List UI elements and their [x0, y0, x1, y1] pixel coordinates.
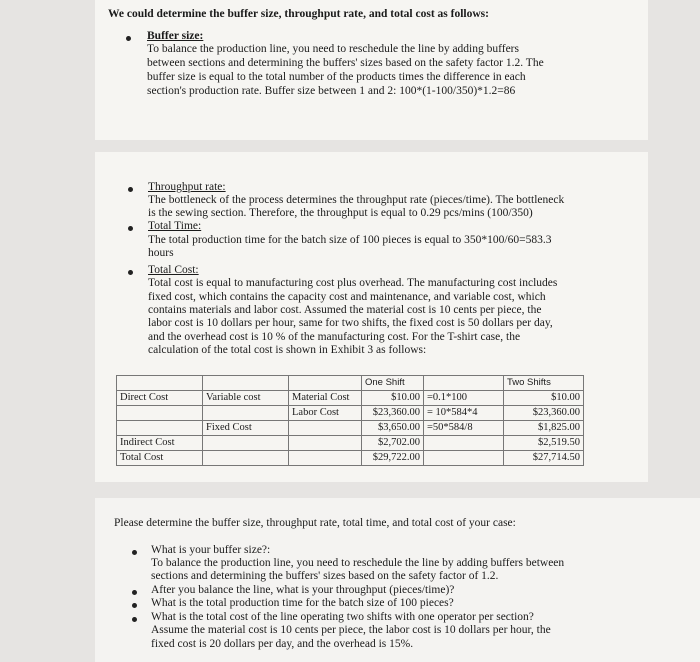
fixed-cost-label: Fixed Cost: [203, 421, 289, 436]
throughput-heading: Throughput rate:: [148, 181, 226, 193]
total-time-line: hours: [148, 247, 174, 259]
bullet: [126, 36, 131, 41]
bullet: [132, 550, 137, 555]
total-cost-heading: Total Cost:: [148, 264, 199, 276]
fixed-one-shift: $3,650.00: [362, 421, 424, 436]
total-cost-line: Total cost is equal to manufacturing cost plus overhead. The manufacturing cost includes: [148, 277, 558, 289]
total-cost-label: Total Cost: [117, 451, 203, 466]
material-two-shifts: $10.00: [504, 391, 584, 406]
buffer-line: between sections and determining the buffers' sizes based on the safety factor 1.2. The: [147, 57, 544, 69]
one-shift-header: One Shift: [362, 376, 424, 391]
question-prompt: Please determine the buffer size, throughput rate, total time, and total cost of your case:: [114, 517, 516, 529]
indirect-one-shift: $2,702.00: [362, 436, 424, 451]
table-row: [117, 436, 584, 451]
question-item: What is your buffer size?:: [151, 544, 271, 556]
indirect-two-shifts: $2,519.50: [504, 436, 584, 451]
table-row: [117, 406, 584, 421]
indirect-cost-label: Indirect Cost: [117, 436, 203, 451]
question-item: What is the total production time for the batch size of 100 pieces?: [151, 597, 454, 609]
intro-text: We could determine the buffer size, throughput rate, and total cost as follows:: [108, 8, 489, 20]
variable-cost-label: Variable cost: [203, 391, 289, 406]
labor-cost-label: Labor Cost: [289, 406, 362, 421]
labor-two-shifts: $23,360.00: [504, 406, 584, 421]
table-row: [117, 451, 584, 466]
total-cost-line: labor cost is 10 dollars per hour, same for two shifts, the fixed cost is 50 dollars per day,: [148, 317, 553, 329]
table-row: [117, 391, 584, 406]
buffer-line: buffer size is equal to the total number of the products times the difference in each: [147, 71, 526, 83]
total-two-shifts: $27,714.50: [504, 451, 584, 466]
direct-cost-label: Direct Cost: [117, 391, 203, 406]
buffer-line: To balance the production line, you need to reschedule the line by adding buffers: [147, 43, 519, 55]
material-one-shift: $10.00: [362, 391, 424, 406]
buffer-line: section's production rate. Buffer size between 1 and 2: 100*(1-100/350)*1.2=86: [147, 85, 516, 97]
bullet: [132, 603, 137, 608]
two-shifts-header: Two Shifts: [504, 376, 584, 391]
question-line: fixed cost is 20 dollars per day, and the overhead is 15%.: [151, 638, 414, 650]
total-time-line: The total production time for the batch size of 100 pieces is equal to 350*100/60=583.3: [148, 234, 552, 246]
bullet: [132, 617, 137, 622]
material-cost-label: Material Cost: [289, 391, 362, 406]
fixed-two-shifts: $1,825.00: [504, 421, 584, 436]
total-cost-line: contains materials and labor cost. Assumed the material cost is 10 cents per piece, the: [148, 304, 542, 316]
material-formula: =0.1*100: [424, 391, 504, 406]
table-row: [117, 421, 584, 436]
question-line: To balance the production line, you need to reschedule the line by adding buffers between: [151, 557, 565, 569]
table-row: [117, 376, 584, 391]
labor-one-shift: $23,360.00: [362, 406, 424, 421]
question-line: sections and determining the buffers' sizes based on the safety factor of 1.2.: [151, 570, 499, 582]
throughput-line: The bottleneck of the process determines the throughput rate (pieces/time). The bottleneck: [148, 194, 565, 206]
question-line: Assume the material cost is 10 cents per piece, the labor cost is 10 dollars per hour, the: [151, 624, 551, 636]
throughput-line: is the sewing section. Therefore, the throughput is equal to 0.29 pcs/mins (100/350): [148, 207, 533, 219]
labor-formula: = 10*584*4: [424, 406, 504, 421]
question-item: After you balance the line, what is your throughput (pieces/time)?: [151, 584, 455, 596]
total-time-heading: Total Time:: [148, 220, 202, 232]
buffer-heading: Buffer size:: [147, 30, 204, 42]
fixed-formula: =50*584/8: [424, 421, 504, 436]
total-one-shift: $29,722.00: [362, 451, 424, 466]
question-item: What is the total cost of the line operating two shifts with one operator per section?: [151, 611, 534, 623]
cost-table: [116, 375, 584, 466]
total-cost-line: and the overhead cost is 10 % of the manufacturing cost. For the T-shirt case, the: [148, 331, 521, 343]
bullet: [128, 270, 133, 275]
total-cost-line: calculation of the total cost is shown in Exhibit 3 as follows:: [148, 344, 427, 356]
bullet: [128, 187, 133, 192]
total-cost-line: fixed cost, which contains the capacity cost and maintenance, and variable cost, which: [148, 291, 546, 303]
bullet: [132, 590, 137, 595]
bullet: [128, 226, 133, 231]
